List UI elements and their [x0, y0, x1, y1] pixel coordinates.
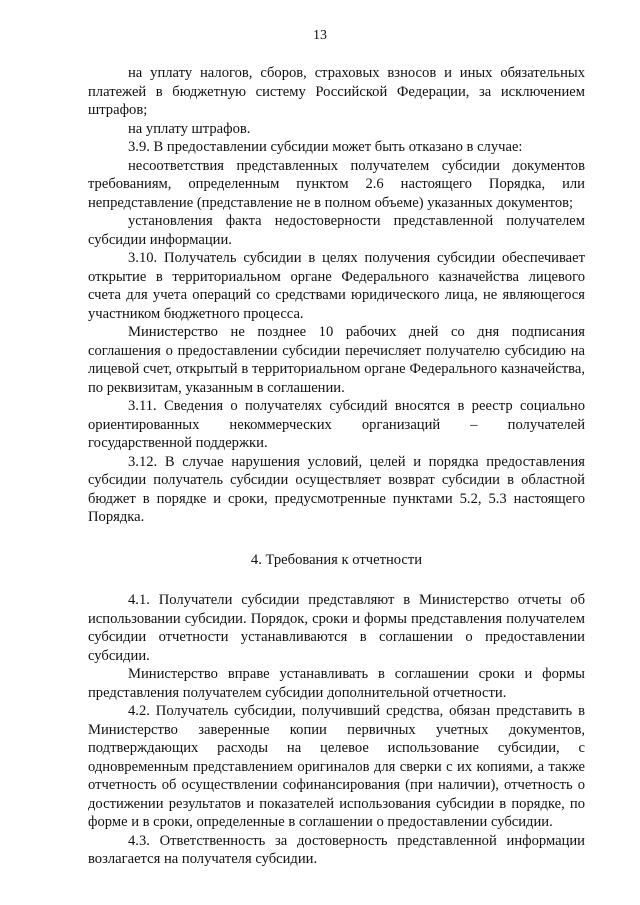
- paragraph-3-10: 3.10. Получатель субсидии в целях получения субсидии обеспечивает открытие в территориальном органе Федерального казначейства лицевого счета для учета операций со средствами юридического лица, не являющегося участником бюджетного процесса.: [88, 250, 585, 322]
- section-heading: 4. Требования к отчетности: [250, 551, 423, 568]
- paragraph-4-3: 4.3. Ответственность за достоверность представленной информации возлагается на получателя субсидии.: [88, 832, 585, 867]
- paragraph-ministry-rights: Министерство вправе устанавливать в соглашении сроки и формы представления получателем субсидии дополнительной отчетности.: [88, 666, 585, 701]
- paragraph-unreliability: установления факта недостоверности представленной получателем субсидии информации.: [88, 213, 585, 248]
- paragraph-nonconformity: несоответствия представленных получателем субсидии документов требованиям, определенным пунктом 2.6 настоящего Порядка, или непредставление (представление не в полном объеме) указанных документов;: [88, 157, 585, 211]
- paragraph-3-11: 3.11. Сведения о получателях субсидий вносятся в реестр социально ориентированных некоммерческих организаций – получателей государственной поддержки.: [88, 398, 585, 451]
- paragraph-taxes: на уплату налогов, сборов, страховых взносов и иных обязательных платежей в бюджетную систему Российской Федерации, за исключением штрафов;: [88, 65, 585, 118]
- paragraph-3-12: 3.12. В случае нарушения условий, целей и порядка предоставления субсидии получатель субсидии осуществляет возврат субсидии в областной бюджет в порядке и сроки, предусмотренные пунктами 5.2, 5.3 настоящего Порядка.: [88, 453, 585, 525]
- page-number: 13: [313, 28, 327, 43]
- paragraph-fines: на уплату штрафов.: [128, 120, 251, 137]
- paragraph-4-1: 4.1. Получатели субсидии представляют в Министерство отчеты об использовании субсидии. Порядок, сроки и формы представления получателем субсидии отчетности устанавливаются в соглашении о предоставлении субсидии.: [88, 592, 585, 664]
- document-body: [88, 64, 585, 869]
- paragraph-ministry-transfer: Министерство не позднее 10 рабочих дней со дня подписания соглашения о предоставлении субсидии перечисляет получателю субсидию на лицевой счет, открытый в территориальном органе Федерального казначейства, по реквизитам, указанным в соглашении.: [88, 324, 585, 396]
- paragraph-4-2: 4.2. Получатель субсидии, получивший средства, обязан представить в Министерство заверенные копии первичных учетных документов, подтверждающих расходы на целевое использование субсидии, с одновременным представлением оригиналов для сверки с их копиями, а также отчетность об осуществлении софинансирования (при наличии), отчетность о достижении результатов и показателей использования субсидии в порядке, по форме и в сроки, определенные в соглашении о предоставлении субсидии.: [88, 703, 585, 830]
- paragraph-3-9: 3.9. В предоставлении субсидии может быть отказано в случае:: [128, 139, 523, 155]
